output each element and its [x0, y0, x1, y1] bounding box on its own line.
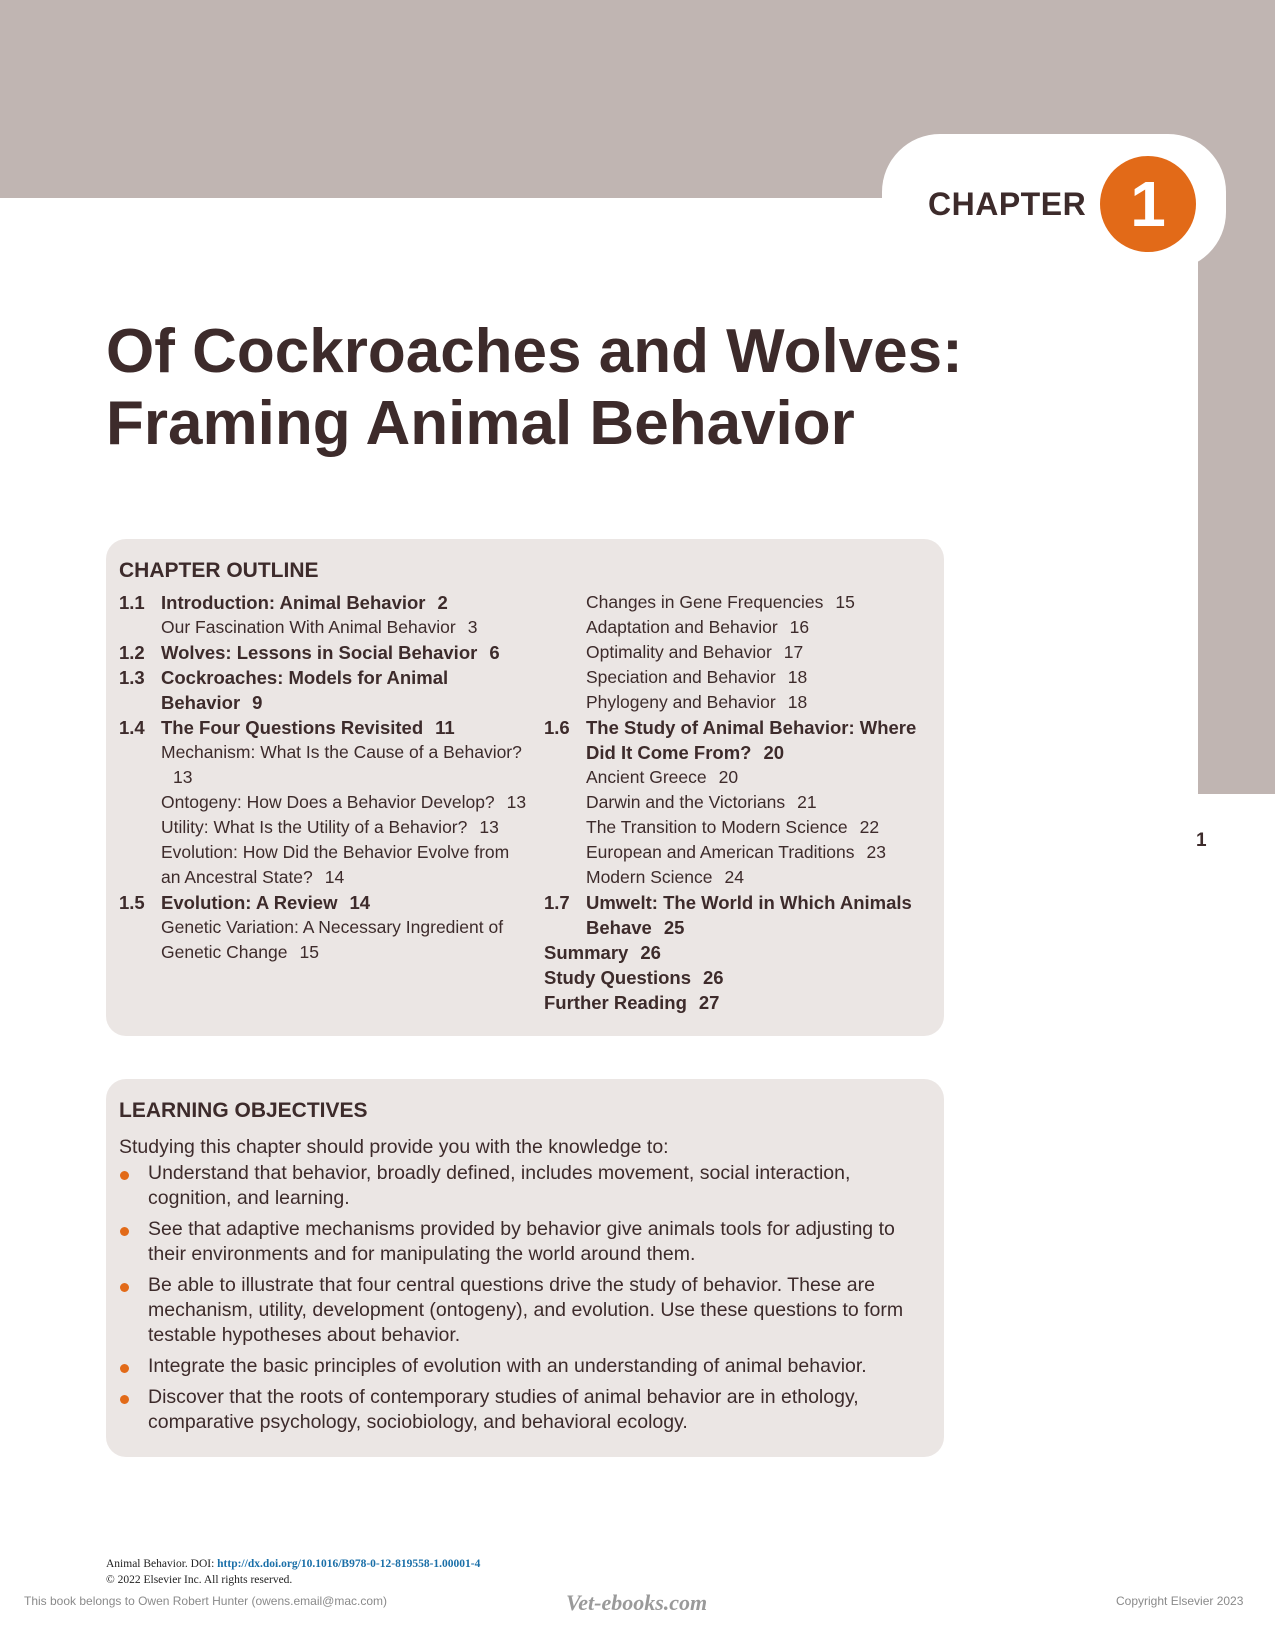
outline-entry: [119, 890, 529, 915]
chapter-title-line-2: Framing Animal Behavior: [106, 389, 855, 458]
bullet-icon: [120, 1364, 129, 1373]
objective-item: [119, 1354, 919, 1379]
outline-entry: [119, 715, 529, 740]
outline-entry-title: Darwin and the Victorians: [586, 792, 786, 812]
objective-text: Discover that the roots of contemporary studies of animal behavior are in ethology, comparative psychology, sociobiology, and behavioral ecology.: [148, 1386, 859, 1433]
outline-section-number: 1.1: [119, 592, 145, 613]
outline-section-number: 1.3: [119, 667, 145, 688]
outline-section-number: 1.2: [119, 642, 145, 663]
outline-page-number: 15: [835, 592, 855, 612]
outline-section-number: 1.5: [119, 892, 145, 913]
outline-entry-title: Genetic Variation: A Necessary Ingredient of Genetic Change: [161, 917, 504, 962]
side-band: [1198, 198, 1275, 794]
outline-entry-title: Utility: What Is the Utility of a Behavior?: [161, 817, 468, 837]
outline-entry: [544, 790, 944, 815]
outline-page-number: 27: [698, 992, 720, 1013]
outline-entry-title: Cockroaches: Models for Animal Behavior: [161, 667, 449, 713]
outline-entry: [119, 615, 529, 640]
outline-section-number: 1.6: [544, 717, 570, 738]
objective-item: [119, 1273, 919, 1348]
watermark-logo: Vet-ebooks.com: [566, 1590, 708, 1615]
outline-entry-title: Optimality and Behavior: [586, 642, 772, 662]
outline-entry-title: Study Questions: [544, 967, 691, 988]
outline-entry-title: Our Fascination With Animal Behavior: [161, 617, 456, 637]
outline-entry: [544, 690, 944, 715]
outline-page-number: 3: [467, 617, 478, 637]
outline-entry: [544, 765, 944, 790]
outline-entry: [544, 840, 944, 865]
outline-entry: [544, 965, 944, 990]
outline-page-number: 26: [703, 967, 724, 988]
outline-right-column: [544, 590, 944, 1015]
outline-entry-title: Ontogeny: How Does a Behavior Develop?: [161, 792, 495, 812]
outline-entry-title: Introduction: Animal Behavior: [161, 592, 426, 613]
outline-page-number: 22: [859, 817, 880, 837]
outline-entry: [544, 640, 944, 665]
outline-section-number: 1.4: [119, 717, 145, 738]
outline-page-number: 23: [866, 842, 886, 862]
bullet-icon: [120, 1283, 129, 1292]
objective-text: Understand that behavior, broadly defined, includes movement, social interaction, cognition, and learning.: [148, 1162, 851, 1209]
outline-entry: [544, 940, 944, 965]
outline-entry: [544, 590, 944, 615]
doi-link[interactable]: http://dx.doi.org/10.1016/B978-0-12-819558-1.00001-4: [217, 1558, 481, 1570]
outline-page-number: 15: [299, 942, 319, 962]
bullet-icon: [120, 1395, 129, 1404]
footer-copyright-right: Copyright Elsevier 2023: [1116, 1594, 1244, 1608]
objective-item: [119, 1385, 919, 1435]
outline-page-number: 9: [252, 692, 263, 713]
outline-entry-title: Speciation and Behavior: [586, 667, 776, 687]
outline-page-number: 13: [479, 817, 499, 837]
bullet-icon: [120, 1227, 129, 1236]
outline-entry: [544, 890, 944, 940]
objectives-intro: Studying this chapter should provide you with the knowledge to:: [119, 1136, 669, 1158]
outline-section-number: 1.7: [544, 892, 570, 913]
outline-page-number: 17: [783, 642, 804, 662]
outline-entry: [544, 990, 944, 1015]
outline-entry-title: Ancient Greece: [586, 767, 707, 787]
outline-entry-title: Mechanism: What Is the Cause of a Behavior?: [161, 742, 522, 762]
outline-entry-title: Changes in Gene Frequencies: [586, 592, 824, 612]
outline-entry-title: The Four Questions Revisited: [161, 717, 424, 738]
outline-entry: [544, 615, 944, 640]
outline-entry: [119, 790, 529, 815]
outline-entry-title: Umwelt: The World in Which Animals Behave: [586, 892, 912, 938]
outline-entry-title: Phylogeny and Behavior: [586, 692, 776, 712]
outline-entry-title: The Study of Animal Behavior: Where Did It Come From?: [586, 717, 917, 763]
outline-entry-title: Evolution: How Did the Behavior Evolve from an Ancestral State?: [161, 842, 510, 887]
outline-entry: [119, 915, 529, 965]
chapter-outline-box: [106, 539, 944, 1036]
objective-text: Be able to illustrate that four central questions drive the study of behavior. These are mechanism, utility, development (ontogeny), and evolution. Use these questions to form testable hypotheses about behavior.: [148, 1274, 904, 1346]
outline-page-number: 11: [435, 717, 455, 738]
outline-entry-title: Summary: [544, 942, 629, 963]
outline-entry: [119, 740, 529, 790]
outline-entry: [544, 665, 944, 690]
outline-entry: [119, 815, 529, 840]
footer-citation: [106, 1558, 480, 1570]
page-number: 1: [1196, 830, 1207, 851]
outline-entry-title: Evolution: A Review: [161, 892, 338, 913]
objective-text: See that adaptive mechanisms provided by behavior give animals tools for adjusting to their environments and for manipulating the world around them.: [148, 1218, 895, 1265]
outline-page-number: 13: [173, 767, 193, 787]
bullet-icon: [120, 1171, 129, 1180]
chapter-outline-heading: CHAPTER OUTLINE: [119, 559, 319, 582]
outline-page-number: 16: [789, 617, 810, 637]
footer-owner-note: This book belongs to Owen Robert Hunter (owens.email@mac.com): [24, 1594, 387, 1608]
outline-entry: [544, 715, 944, 765]
outline-entry-title: European and American Traditions: [586, 842, 855, 862]
outline-entry-title: Further Reading: [544, 992, 687, 1013]
outline-entry-title: Modern Science: [586, 867, 713, 887]
outline-entry: [544, 815, 944, 840]
objective-text: Integrate the basic principles of evolution with an understanding of animal behavior.: [148, 1355, 867, 1377]
chapter-title-line-1: Of Cockroaches and Wolves:: [106, 317, 963, 386]
outline-page-number: 14: [349, 892, 371, 913]
outline-entry-title: Wolves: Lessons in Social Behavior: [161, 642, 478, 663]
outline-entry-title: The Transition to Modern Science: [586, 817, 848, 837]
outline-page-number: 25: [663, 917, 685, 938]
outline-page-number: 21: [797, 792, 817, 812]
outline-page-number: 26: [640, 942, 661, 963]
objective-item: [119, 1217, 919, 1267]
outline-entry: [544, 865, 944, 890]
outline-entry: [119, 840, 529, 890]
outline-entry: [119, 640, 529, 665]
outline-page-number: 13: [506, 792, 527, 812]
outline-page-number: 20: [718, 767, 739, 787]
outline-page-number: 6: [489, 642, 500, 663]
learning-objectives-box: [106, 1079, 944, 1457]
outline-left-column: [119, 590, 529, 965]
outline-entry: [119, 665, 529, 715]
chapter-number-badge: 1: [1100, 156, 1196, 252]
learning-objectives-heading: LEARNING OBJECTIVES: [119, 1099, 368, 1122]
chapter-title: [106, 316, 963, 460]
outline-page-number: 14: [324, 867, 345, 887]
outline-page-number: 20: [763, 742, 785, 763]
footer-book-label: Animal Behavior. DOI:: [106, 1558, 218, 1570]
outline-page-number: 18: [787, 667, 808, 687]
chapter-label: CHAPTER: [928, 186, 1087, 222]
outline-page-number: 18: [787, 692, 808, 712]
footer-copyright: © 2022 Elsevier Inc. All rights reserved.: [106, 1574, 293, 1586]
outline-entry-title: Adaptation and Behavior: [586, 617, 778, 637]
outline-page-number: 2: [437, 592, 448, 613]
objectives-list: [119, 1161, 919, 1441]
outline-entry: [119, 590, 529, 615]
objective-item: [119, 1161, 919, 1211]
outline-page-number: 24: [724, 867, 744, 887]
